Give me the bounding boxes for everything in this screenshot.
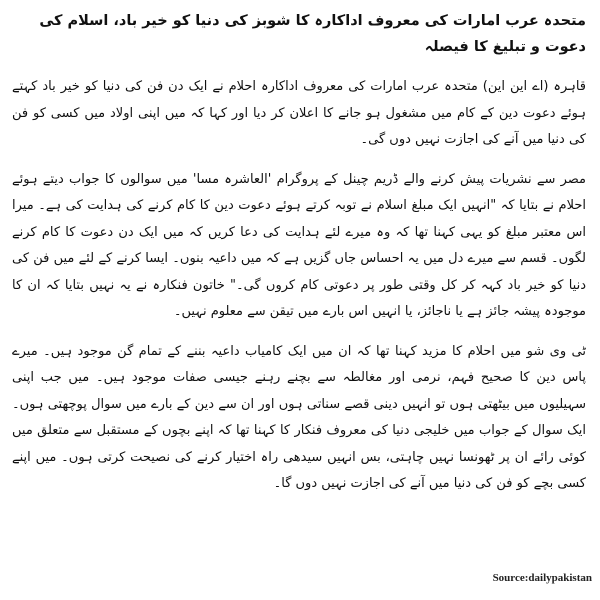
article-paragraph-1: قاہرہ (اے این این) متحدہ عرب امارات کی معروف اداکارہ احلام نے ایک دن فن کی دنیا کو خیر باد کہتے ہوئے دعوت دین کے کام میں مشغول ہو جانے کا اعلان کر دیا اور کہا کہ میں اپنی اولاد میں کسی کو فن کی دنیا میں آنے کی اجازت نہیں دوں گی۔ (12, 79, 586, 147)
article-paragraph-3: ٹی وی شو میں احلام کا مزید کہنا تھا کہ ان میں ایک کامیاب داعیہ بننے کے تمام گن موجود ہیں۔ میرے پاس دین کا صحیح فہم، نرمی اور مغالطہ سے بچنے رہنے جیسی صفات موجود ہیں۔ میں جب اپنی سہیلیوں میں بیٹھتی ہوں تو انہیں دینی قصے سناتی ہوں اور ان سے دین کے بارے میں سوال پوچھتی ہوں۔ ایک سوال کے جواب میں خلیجی دنیا کی معروف فنکار کا کہنا تھا کہ اپنے بچوں کے مستقبل سے متعلق میں کوئی رائے ان پر ٹھونسا نہیں چاہتی، بس انہیں سیدھی راہ اختیار کرنے کی نصیحت کرتی ہوں۔ میں اپنے کسی بچے کو فن کی دنیا میں آنے کی اجازت نہیں دوں گا۔ (12, 343, 586, 491)
article-headline: متحدہ عرب امارات کی معروف اداکارہ کا شوبز کی دنیا کو خیر باد، اسلام کی دعوت و تبلیغ کا فیصلہ (39, 13, 586, 55)
article-paragraph-2: مصر سے نشریات پیش کرنے والے ڈریم چینل کے پروگرام 'العاشرہ مسا' میں سوالوں کا جواب دیتے ہوئے احلام نے بتایا کہ "انہیں ایک مبلغ اسلام نے توبہ کرتے ہوئے دعوت دین کا کام کرنے کی ہدایت کی ہے۔ میرا اس معتبر مبلغ کو یہی کہنا تھا کہ وہ میرے لئے ہدایت کی دعا کریں کہ میں ایک دن دعوت کا کام کرنے لگوں۔ قسم سے میرے دل میں یہ احساس جاں گزیں ہے کہ میں داعیہ بنوں۔ ایسا کرنے کے لئے میں فن کی دنیا کو خیر باد کہہ کر کل وقتی طور پر دعوتی کام کروں گی۔" خاتون فنکارہ نے یہ نہیں بتایا کہ ان کا موجودہ پیشہ جائز ہے یا ناجائز، یا انہیں اس بارے میں تیقن سے معلوم نہیں۔ (12, 171, 586, 319)
source-credit: Source:dailypakistan (492, 572, 592, 584)
